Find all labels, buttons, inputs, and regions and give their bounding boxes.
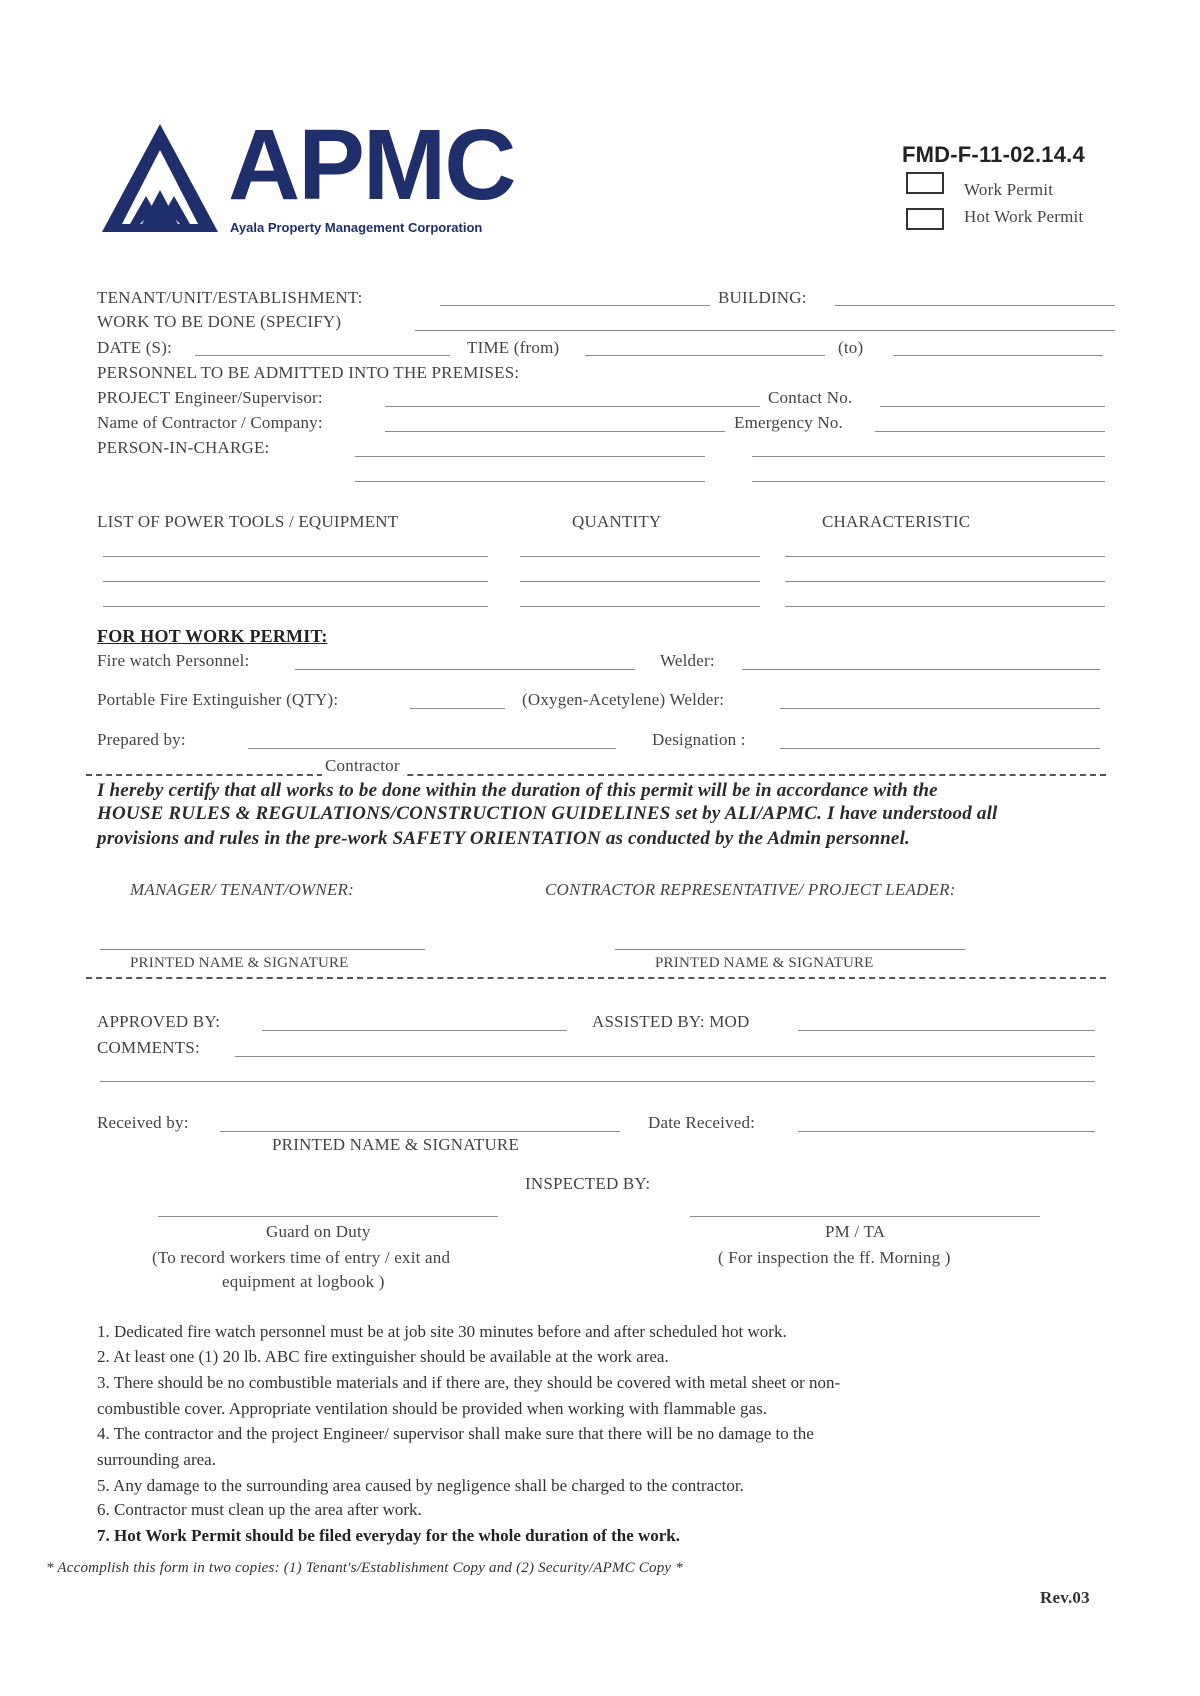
tenant-field[interactable] — [440, 305, 710, 306]
building-label: BUILDING: — [718, 288, 807, 307]
emergency-label: Emergency No. — [734, 413, 843, 432]
designation-field[interactable] — [780, 748, 1100, 749]
emergency-field[interactable] — [875, 431, 1105, 432]
quantity-header: QUANTITY — [572, 512, 662, 531]
quantity-row-1[interactable] — [520, 556, 760, 557]
logo-subtitle: Ayala Property Management Corporation — [230, 220, 483, 235]
logo-text: APMC — [228, 109, 515, 221]
date-field[interactable] — [195, 355, 450, 356]
personnel-label: PERSONNEL TO BE ADMITTED INTO THE PREMISES: — [97, 363, 520, 382]
person-in-charge-field-3[interactable] — [355, 481, 705, 482]
comments-label: COMMENTS: — [97, 1038, 200, 1057]
person-in-charge-field-2[interactable] — [752, 456, 1105, 457]
person-in-charge-field-4[interactable] — [752, 481, 1105, 482]
rule-4: 4. The contractor and the project Engineer/ supervisor shall make sure that there will be no damage to the — [97, 1424, 814, 1443]
apmc-logo — [100, 109, 520, 240]
rule-4-cont: surrounding area. — [97, 1450, 216, 1469]
manager-role-label: MANAGER/ TENANT/OWNER: — [130, 880, 354, 899]
quantity-row-3[interactable] — [520, 606, 760, 607]
guard-signature-field[interactable] — [158, 1216, 498, 1217]
pm-label: PM / TA — [825, 1222, 886, 1241]
prepared-by-field[interactable] — [248, 748, 616, 749]
assisted-by-field[interactable] — [798, 1030, 1095, 1031]
tools-header: LIST OF POWER TOOLS / EQUIPMENT — [97, 512, 399, 531]
hot-work-permit-checkbox[interactable] — [906, 208, 944, 230]
engineer-field[interactable] — [385, 406, 760, 407]
time-to-field[interactable] — [893, 355, 1103, 356]
hot-work-title: FOR HOT WORK PERMIT: — [97, 626, 328, 646]
rule-2: 2. At least one (1) 20 lb. ABC fire extinguisher should be available at the work area. — [97, 1347, 669, 1366]
divider-1 — [86, 774, 1106, 776]
tools-row-2[interactable] — [103, 581, 488, 582]
apmc-logo-icon — [100, 120, 220, 235]
contact-field[interactable] — [880, 406, 1105, 407]
date-label: DATE (S): — [97, 338, 172, 357]
contractor-caption: Contractor — [322, 756, 403, 776]
contractor-label: Name of Contractor / Company: — [97, 413, 323, 432]
time-from-label: TIME (from) — [467, 338, 560, 357]
characteristic-row-3[interactable] — [785, 606, 1105, 607]
contractor-field[interactable] — [385, 431, 725, 432]
characteristic-header: CHARACTERISTIC — [822, 512, 971, 531]
work-permit-checkbox[interactable] — [906, 172, 944, 194]
approved-by-field[interactable] — [262, 1030, 567, 1031]
person-in-charge-label: PERSON-IN-CHARGE: — [97, 438, 270, 457]
inspected-by-label: INSPECTED BY: — [525, 1174, 651, 1193]
received-by-label: Received by: — [97, 1113, 189, 1132]
rule-5: 5. Any damage to the surrounding area caused by negligence shall be charged to the contractor. — [97, 1476, 744, 1495]
fire-watch-field[interactable] — [295, 669, 635, 670]
printed-name-left: PRINTED NAME & SIGNATURE — [130, 955, 349, 971]
assisted-by-label: ASSISTED BY: MOD — [592, 1012, 750, 1031]
contractor-signature-field[interactable] — [615, 949, 965, 950]
approved-by-label: APPROVED BY: — [97, 1012, 221, 1031]
building-field[interactable] — [835, 305, 1115, 306]
time-to-label: (to) — [838, 338, 864, 357]
divider-2 — [86, 977, 1106, 979]
date-received-label: Date Received: — [648, 1113, 756, 1132]
received-printed-name: PRINTED NAME & SIGNATURE — [272, 1135, 520, 1154]
received-by-field[interactable] — [220, 1131, 620, 1132]
fire-watch-label: Fire watch Personnel: — [97, 651, 250, 670]
tenant-label: TENANT/UNIT/ESTABLISHMENT: — [97, 288, 363, 307]
extinguisher-field[interactable] — [410, 708, 505, 709]
tools-row-3[interactable] — [103, 606, 488, 607]
form-code: FMD-F-11-02.14.4 — [902, 142, 1085, 167]
comments-field-1[interactable] — [235, 1056, 1095, 1057]
copies-note: * Accomplish this form in two copies: (1) Tenant's/Establishment Copy and (2) Security/APMC Copy * — [46, 1560, 683, 1576]
pm-signature-field[interactable] — [690, 1216, 1040, 1217]
person-in-charge-field-1[interactable] — [355, 456, 705, 457]
oxy-welder-label: (Oxygen-Acetylene) Welder: — [522, 690, 725, 709]
designation-label: Designation : — [652, 730, 746, 749]
rule-1: 1. Dedicated fire watch personnel must be at job site 30 minutes before and after scheduled hot work. — [97, 1322, 787, 1341]
certification-line-3: provisions and rules in the pre-work SAFETY ORIENTATION as conducted by the Admin personnel. — [97, 828, 910, 849]
rule-3: 3. There should be no combustible materials and if there are, they should be covered with metal sheet or non- — [97, 1373, 841, 1392]
contractor-role-label: CONTRACTOR REPRESENTATIVE/ PROJECT LEADER: — [545, 880, 956, 899]
certification-line-1: I hereby certify that all works to be done within the duration of this permit will be in accordance with the — [97, 780, 938, 801]
rule-6: 6. Contractor must clean up the area after work. — [97, 1500, 422, 1519]
welder-label: Welder: — [660, 651, 715, 670]
guard-note-1: (To record workers time of entry / exit and — [152, 1248, 451, 1267]
work-label: WORK TO BE DONE (SPECIFY) — [97, 312, 342, 331]
characteristic-row-2[interactable] — [785, 581, 1105, 582]
comments-field-2[interactable] — [100, 1081, 1095, 1082]
tools-row-1[interactable] — [103, 556, 488, 557]
manager-signature-field[interactable] — [100, 949, 425, 950]
rule-3-cont: combustible cover. Appropriate ventilation should be provided when working with flammable gas. — [97, 1399, 767, 1418]
oxy-welder-field[interactable] — [780, 708, 1100, 709]
extinguisher-label: Portable Fire Extinguisher (QTY): — [97, 690, 339, 709]
engineer-label: PROJECT Engineer/Supervisor: — [97, 388, 323, 407]
prepared-by-label: Prepared by: — [97, 730, 186, 749]
characteristic-row-1[interactable] — [785, 556, 1105, 557]
certification-line-2: HOUSE RULES & REGULATIONS/CONSTRUCTION GUIDELINES set by ALI/APMC. I have understood all — [97, 803, 998, 824]
printed-name-right: PRINTED NAME & SIGNATURE — [655, 955, 874, 971]
date-received-field[interactable] — [798, 1131, 1095, 1132]
work-permit-label: Work Permit — [964, 180, 1054, 199]
guard-label: Guard on Duty — [266, 1222, 371, 1241]
contact-label: Contact No. — [768, 388, 853, 407]
work-field[interactable] — [415, 330, 1115, 331]
pm-note: ( For inspection the ff. Morning ) — [718, 1248, 951, 1267]
revision: Rev.03 — [1040, 1588, 1090, 1607]
rule-7: 7. Hot Work Permit should be filed everyday for the whole duration of the work. — [97, 1526, 681, 1545]
quantity-row-2[interactable] — [520, 581, 760, 582]
welder-field[interactable] — [742, 669, 1100, 670]
time-from-field[interactable] — [585, 355, 825, 356]
guard-note-2: equipment at logbook ) — [222, 1272, 385, 1291]
hot-work-permit-label: Hot Work Permit — [964, 207, 1084, 226]
